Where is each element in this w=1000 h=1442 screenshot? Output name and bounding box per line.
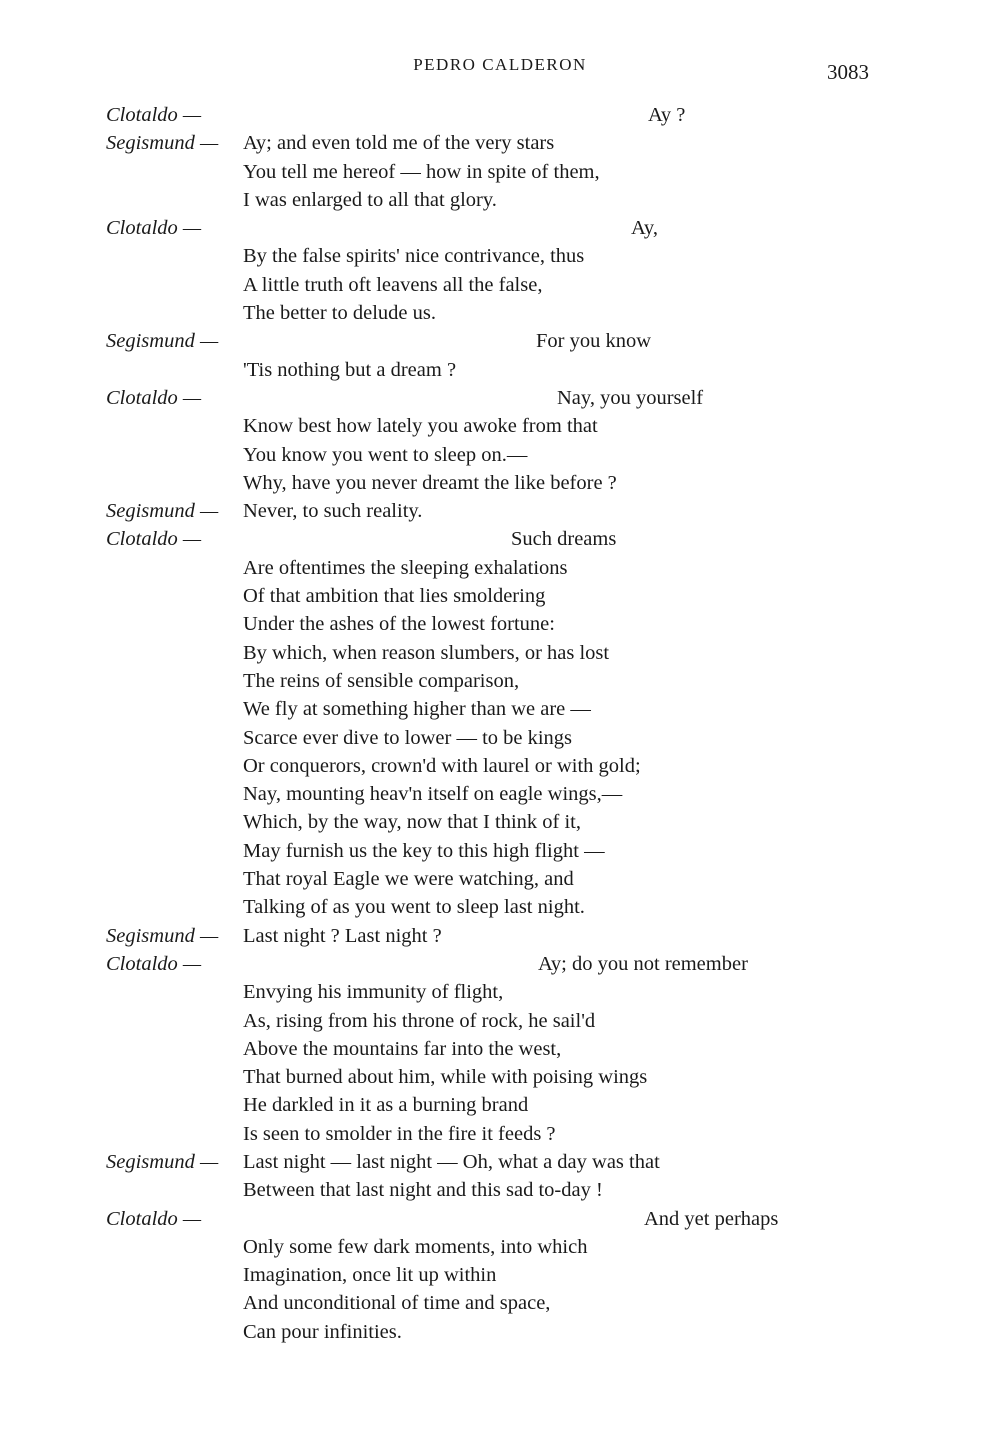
verse-text-line: You know you went to sleep on.— [243, 443, 528, 466]
verse-text-line: We fly at something higher than we are — [243, 698, 591, 721]
verse-text-line: Never, to such reality. [243, 500, 423, 523]
verse-line [0, 497, 1000, 525]
verse-text-line: Which, by the way, now that I think of it, [243, 811, 581, 834]
verse-line [0, 356, 1000, 384]
speaker-name: Segismund — [106, 1150, 219, 1173]
verse-text-line: Such dreams [511, 528, 617, 551]
verse-text-line: Ay; and even told me of the very stars [243, 132, 555, 155]
verse-text-line: Know best how lately you awoke from that [243, 415, 598, 438]
verse-line [0, 412, 1000, 440]
verse-text-line: The better to delude us. [243, 302, 436, 325]
verse-text-line: For you know [536, 330, 652, 353]
verse-text-line: Of that ambition that lies smoldering [243, 585, 546, 608]
verse-line [0, 724, 1000, 752]
verse-line [0, 1148, 1000, 1176]
verse-text-line: You tell me hereof — how in spite of them, [243, 160, 600, 183]
verse-text-line: Between that last night and this sad to-day ! [243, 1179, 603, 1202]
verse-line [0, 808, 1000, 836]
speaker-name: Clotaldo — [106, 528, 202, 551]
speaker-name: Segismund — [106, 132, 219, 155]
verse-text-line: Can pour infinities. [243, 1320, 402, 1343]
verse-line [0, 1035, 1000, 1063]
verse-line [0, 1318, 1000, 1346]
verse-text-line: Why, have you never dreamt the like before ? [243, 471, 617, 494]
verse-text-line: Last night — last night — Oh, what a day was that [243, 1150, 660, 1173]
verse-line [0, 554, 1000, 582]
verse-line [0, 893, 1000, 921]
verse-text-line: That burned about him, while with poising wings [243, 1066, 648, 1089]
verse-line [0, 1007, 1000, 1035]
verse-text-line: Ay, [631, 217, 658, 240]
speaker-name: Segismund — [106, 924, 219, 947]
verse-line [0, 384, 1000, 412]
verse-text-line: Above the mountains far into the west, [243, 1037, 562, 1060]
verse-text-line: 'Tis nothing but a dream ? [243, 358, 457, 381]
verse-line [0, 214, 1000, 242]
verse-line [0, 1233, 1000, 1261]
verse-line [0, 271, 1000, 299]
verse-text-line: Scarce ever dive to lower — to be kings [243, 726, 573, 749]
verse-line [0, 752, 1000, 780]
verse-line [0, 1063, 1000, 1091]
verse-line [0, 639, 1000, 667]
verse-text-line: Imagination, once lit up within [243, 1264, 497, 1287]
verse-line [0, 667, 1000, 695]
verse-text-line: Under the ashes of the lowest fortune: [243, 613, 555, 636]
speaker-name: Clotaldo — [106, 386, 202, 409]
speaker-name: Clotaldo — [106, 1207, 202, 1230]
verse-line [0, 1205, 1000, 1233]
verse-text-line: The reins of sensible comparison, [243, 669, 520, 692]
verse-line [0, 1289, 1000, 1317]
verse-text-line: A little truth oft leavens all the false, [243, 273, 543, 296]
verse-line [0, 327, 1000, 355]
verse-line [0, 610, 1000, 638]
page-number: 3083 [827, 60, 869, 84]
speaker-name: Segismund — [106, 500, 219, 523]
verse-text-line: I was enlarged to all that glory. [243, 188, 497, 211]
verse-line [0, 780, 1000, 808]
verse-line [0, 525, 1000, 553]
verse-text-line: Nay, you yourself [557, 386, 704, 409]
speaker-name: Clotaldo — [106, 952, 202, 975]
verse-line [0, 469, 1000, 497]
verse-text-line: Is seen to smolder in the fire it feeds ? [243, 1122, 556, 1145]
verse-text-line: Talking of as you went to sleep last night. [243, 896, 585, 919]
verse-text-line: By which, when reason slumbers, or has lost [243, 641, 610, 664]
running-head: PEDRO CALDERON [413, 55, 587, 74]
verse-text-line: Last night ? Last night ? [243, 924, 442, 947]
verse-line [0, 695, 1000, 723]
verse-text-line: Ay ? [648, 104, 686, 126]
verse-line [0, 950, 1000, 978]
verse-line [0, 922, 1000, 950]
verse-text-line: As, rising from his throne of rock, he sail'd [243, 1009, 596, 1032]
verse-line [0, 186, 1000, 214]
verse-text-line: And unconditional of time and space, [243, 1292, 551, 1315]
speaker-name: Clotaldo — [106, 104, 202, 126]
speaker-name: Clotaldo — [106, 217, 202, 240]
verse-line [0, 101, 1000, 129]
verse-text-line: Nay, mounting heav'n itself on eagle wings,— [243, 783, 623, 806]
verse-line [0, 1120, 1000, 1148]
verse-text-line: Ay; do you not remember [538, 952, 748, 975]
verse-line [0, 978, 1000, 1006]
verse-line [0, 441, 1000, 469]
verse-text-line: Or conquerors, crown'd with laurel or with gold; [243, 754, 641, 777]
verse-line [0, 837, 1000, 865]
verse-line [0, 129, 1000, 157]
speaker-name: Segismund — [106, 330, 219, 353]
verse-line [0, 1091, 1000, 1119]
verse-text-line: Only some few dark moments, into which [243, 1235, 588, 1258]
verse-line [0, 158, 1000, 186]
verse-text-line: Envying his immunity of flight, [243, 981, 504, 1004]
verse-line [0, 865, 1000, 893]
verse-text [0, 101, 1000, 1346]
verse-text-line: May furnish us the key to this high flight — [243, 839, 605, 862]
verse-text-line: And yet perhaps [644, 1207, 779, 1230]
verse-line [0, 1261, 1000, 1289]
verse-text-line: That royal Eagle we were watching, and [243, 868, 574, 891]
verse-line [0, 1176, 1000, 1204]
verse-text-line: By the false spirits' nice contrivance, thus [243, 245, 585, 268]
verse-line [0, 299, 1000, 327]
verse-line [0, 242, 1000, 270]
verse-text-line: He darkled in it as a burning brand [243, 1094, 529, 1117]
verse-line [0, 582, 1000, 610]
verse-text-line: Are oftentimes the sleeping exhalations [243, 556, 568, 579]
